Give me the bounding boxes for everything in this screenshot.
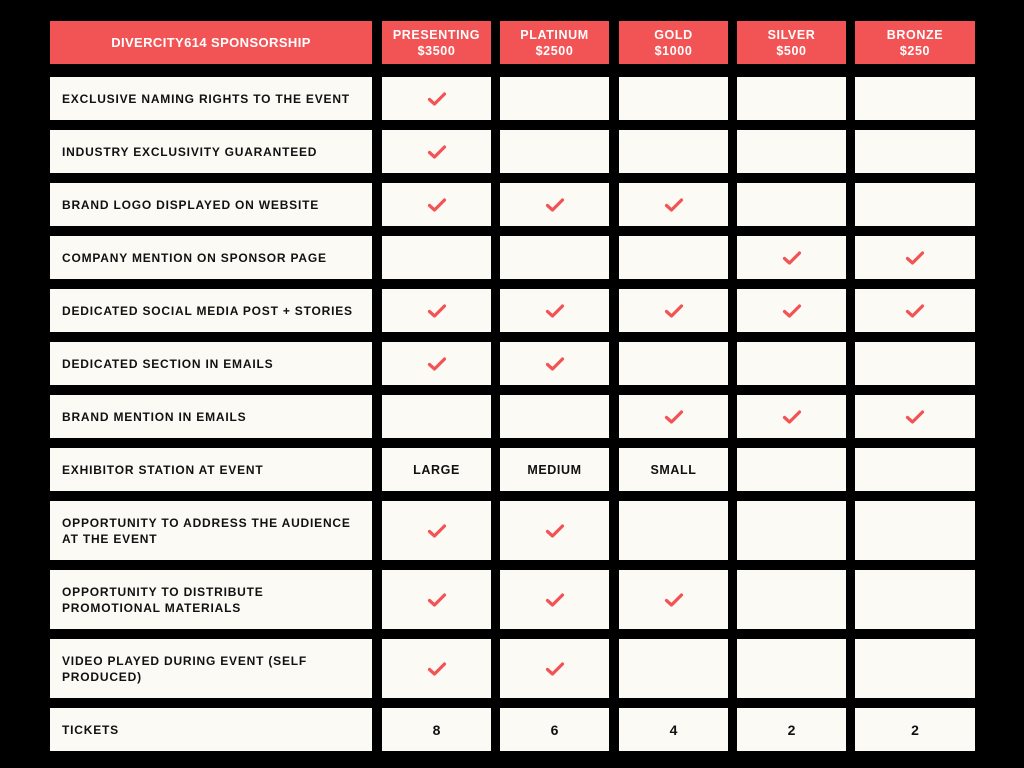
- benefit-cell: [855, 342, 975, 385]
- tier-name: SILVER: [767, 27, 816, 42]
- checkmark-icon: [664, 592, 684, 608]
- benefit-cell: [855, 395, 975, 438]
- benefit-cell: [500, 395, 609, 438]
- tier-name: PLATINUM: [520, 27, 589, 42]
- ticket-count: 8: [432, 721, 441, 738]
- benefit-cell: [382, 77, 491, 120]
- checkmark-icon: [427, 303, 447, 319]
- checkmark-icon: [782, 303, 802, 319]
- checkmark-icon: [427, 592, 447, 608]
- benefit-cell: [737, 570, 846, 629]
- tier-header-presenting: [382, 21, 491, 64]
- checkmark-icon: [905, 409, 925, 425]
- row-label: TICKETS: [50, 708, 372, 751]
- checkmark-icon: [664, 303, 684, 319]
- benefit-cell: [382, 639, 491, 698]
- benefit-cell: [500, 342, 609, 385]
- benefit-cell: [855, 130, 975, 173]
- benefit-cell: [619, 501, 728, 560]
- benefit-cell: [382, 501, 491, 560]
- checkmark-icon: [427, 91, 447, 107]
- tier-header-silver: [737, 21, 846, 64]
- benefit-cell: [382, 289, 491, 332]
- benefit-cell: [737, 501, 846, 560]
- checkmark-icon: [545, 197, 565, 213]
- checkmark-icon: [545, 303, 565, 319]
- tier-price: $2500: [535, 43, 574, 58]
- ticket-count: 2: [911, 721, 919, 738]
- tier-price: $250: [899, 43, 931, 58]
- tier-name: PRESENTING: [392, 27, 481, 42]
- benefit-cell: [500, 289, 609, 332]
- benefit-cell: [619, 448, 728, 491]
- benefit-cell: [619, 289, 728, 332]
- benefit-cell: [619, 342, 728, 385]
- benefit-cell: [737, 448, 846, 491]
- benefit-cell: [500, 130, 609, 173]
- benefit-cell: [382, 183, 491, 226]
- benefit-cell: [382, 395, 491, 438]
- benefit-cell: [382, 342, 491, 385]
- checkmark-icon: [427, 356, 447, 372]
- benefit-cell: [855, 77, 975, 120]
- benefit-cell: [382, 570, 491, 629]
- benefit-cell: [737, 77, 846, 120]
- row-label: OPPORTUNITY TO DISTRIBUTE PROMOTIONAL MATERIALS: [50, 570, 372, 629]
- checkmark-icon: [545, 592, 565, 608]
- benefit-cell: [855, 708, 975, 751]
- checkmark-icon: [427, 197, 447, 213]
- tier-price: $1000: [654, 43, 693, 58]
- station-size: SMALL: [650, 462, 697, 477]
- benefit-cell: [500, 183, 609, 226]
- row-label: BRAND MENTION IN EMAILS: [50, 395, 372, 438]
- row-label: OPPORTUNITY TO ADDRESS THE AUDIENCE AT THE EVENT: [50, 501, 372, 560]
- tier-name: GOLD: [654, 27, 693, 42]
- benefit-cell: [500, 77, 609, 120]
- benefit-cell: [737, 236, 846, 279]
- checkmark-icon: [905, 303, 925, 319]
- benefit-cell: [619, 708, 728, 751]
- benefit-cell: [855, 183, 975, 226]
- benefit-cell: [855, 501, 975, 560]
- benefit-cell: [855, 289, 975, 332]
- benefit-cell: [619, 570, 728, 629]
- tier-header-bronze: [855, 21, 975, 64]
- benefit-cell: [737, 183, 846, 226]
- row-label: DEDICATED SECTION IN EMAILS: [50, 342, 372, 385]
- benefit-cell: [500, 236, 609, 279]
- row-label: BRAND LOGO DISPLAYED ON WEBSITE: [50, 183, 372, 226]
- checkmark-icon: [905, 250, 925, 266]
- benefit-cell: [500, 448, 609, 491]
- benefit-cell: [500, 501, 609, 560]
- ticket-count: 4: [669, 721, 678, 738]
- checkmark-icon: [782, 409, 802, 425]
- tier-header-gold: [619, 21, 728, 64]
- benefit-cell: [737, 130, 846, 173]
- ticket-count: 2: [787, 721, 796, 738]
- row-label: INDUSTRY EXCLUSIVITY GUARANTEED: [50, 130, 372, 173]
- tier-name: BRONZE: [886, 27, 944, 42]
- benefit-cell: [500, 639, 609, 698]
- benefit-cell: [855, 639, 975, 698]
- checkmark-icon: [427, 661, 447, 677]
- benefit-cell: [855, 570, 975, 629]
- table-title: DIVERCITY614 SPONSORSHIP: [50, 21, 372, 64]
- benefit-cell: [619, 183, 728, 226]
- tier-header-platinum: [500, 21, 609, 64]
- checkmark-icon: [545, 356, 565, 372]
- checkmark-icon: [782, 250, 802, 266]
- checkmark-icon: [545, 661, 565, 677]
- benefit-cell: [619, 77, 728, 120]
- benefit-cell: [737, 639, 846, 698]
- row-label: COMPANY MENTION ON SPONSOR PAGE: [50, 236, 372, 279]
- row-label: VIDEO PLAYED DURING EVENT (SELF PRODUCED): [50, 639, 372, 698]
- tier-price: $500: [776, 43, 807, 58]
- checkmark-icon: [427, 144, 447, 160]
- benefit-cell: [619, 639, 728, 698]
- station-size: MEDIUM: [527, 462, 582, 477]
- benefit-cell: [382, 236, 491, 279]
- row-label: EXCLUSIVE NAMING RIGHTS TO THE EVENT: [50, 77, 372, 120]
- ticket-count: 6: [550, 721, 559, 738]
- benefit-cell: [382, 708, 491, 751]
- row-label: EXHIBITOR STATION AT EVENT: [50, 448, 372, 491]
- benefit-cell: [619, 395, 728, 438]
- benefit-cell: [619, 236, 728, 279]
- benefit-cell: [382, 130, 491, 173]
- benefit-cell: [500, 570, 609, 629]
- benefit-cell: [855, 448, 975, 491]
- checkmark-icon: [545, 523, 565, 539]
- benefit-cell: [500, 708, 609, 751]
- benefit-cell: [737, 395, 846, 438]
- benefit-cell: [855, 236, 975, 279]
- station-size: LARGE: [413, 462, 460, 477]
- checkmark-icon: [427, 523, 447, 539]
- benefit-cell: [737, 342, 846, 385]
- checkmark-icon: [664, 197, 684, 213]
- row-label: DEDICATED SOCIAL MEDIA POST + STORIES: [50, 289, 372, 332]
- benefit-cell: [737, 289, 846, 332]
- benefit-cell: [619, 130, 728, 173]
- benefit-cell: [737, 708, 846, 751]
- tier-price: $3500: [417, 43, 456, 58]
- checkmark-icon: [664, 409, 684, 425]
- benefit-cell: [382, 448, 491, 491]
